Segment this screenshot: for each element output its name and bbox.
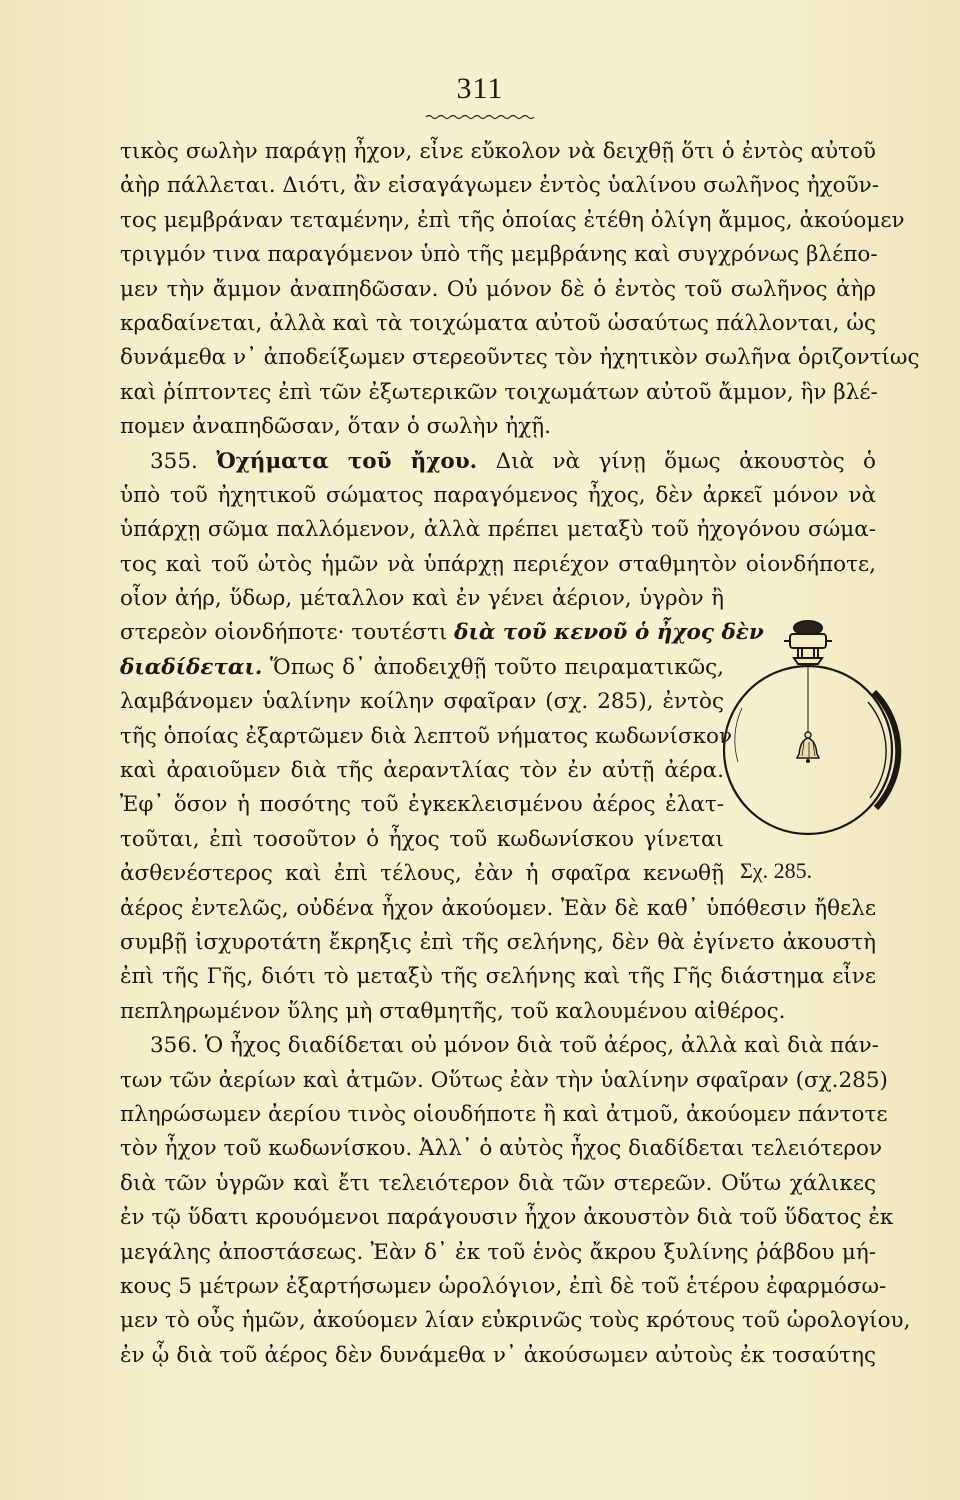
text-line: Ἐφ᾿ ὅσον ἡ ποσότης τοῦ ἐγκεκλεισμένου ἀέρος ἐλατ- [120,792,724,818]
text-line: ἀέρος ἐντελῶς, οὐδένα ἦχον ἀκούομεν. Ἐὰν δὲ καθ᾿ ὑπόθεσιν ἤθελε [120,895,876,921]
text-line: ἀὴρ πάλλεται. Διότι, ἂν εἰσαγάγωμεν ἐντὸς ὑαλίνου σωλῆνος ἠχοῦν- [120,173,880,199]
text-line: μεγάλης ἀποστάσεως. Ἐὰν δ᾿ ἐκ τοῦ ἑνὸς ἄκρου ξυλίνης ῥάβδου μή- [120,1239,876,1265]
text-line [120,616,764,650]
text-line: συμβῇ ἰσχυροτάτη ἔκρηξις ἐπὶ τῆς σελήνης, δὲν θὰ ἐγίνετο ἀκουστὴ [120,929,876,955]
text-line: μεν τὴν ἄμμον ἀναπηδῶσαν. Οὐ μόνον δὲ ὁ ἐντὸς τοῦ σωλῆνος ἀὴρ [120,276,876,302]
text-line: οἷον ἀήρ, ὕδωρ, μέταλλον καὶ ἐν γένει ἀέριον, ὑγρὸν ἢ [120,586,724,612]
text-line: των τῶν ἀερίων καὶ ἀτμῶν. Οὕτως ἐὰν τὴν ὑαλίνην σφαῖραν (σχ.285) [120,1067,888,1093]
text-line: τοῦται, ἐπὶ τοσοῦτον ὁ ἦχος τοῦ κωδωνίσκου γίνεται [120,826,724,852]
text-line: λαμβάνομεν ὑαλίνην κοίλην σφαῖραν (σχ. 285), ἐντὸς [120,689,724,715]
text-line: τῆς ὁποίας ἐξαρτῶμεν διὰ λεπτοῦ νήματος κωδωνίσκον [120,723,733,749]
section-number: 356. [150,1033,198,1059]
text-line [120,651,724,685]
text-line: ὑπὸ τοῦ ἠχητικοῦ σώματος παραγόμενος ἦχος, δὲν ἀρκεῖ μόνον νὰ [120,482,876,508]
text-line: ἀσθενέστερος καὶ ἐπὶ τέλους, ἐὰν ἡ σφαῖρα κενωθῇ [120,861,724,887]
text-line: πληρώσωμεν ἀερίου τινὸς οἱουδήποτε ἢ καὶ ἀτμοῦ, ἀκούομεν πάντοτε [120,1101,888,1127]
figure-285-glass-sphere-with-bell [718,612,898,852]
text-line: τος μεμβράναν τεταμένην, ἐπὶ τῆς ὁποίας ἐτέθη ὀλίγη ἄμμος, ἀκούομεν [120,207,905,233]
text-line: καὶ ἀραιοῦμεν διὰ τῆς ἀεραντλίας τὸν ἐν αὐτῇ ἀέρα. [120,758,724,784]
text-line: τὸν ἦχον τοῦ κωδωνίσκου. Ἀλλ᾿ ὁ αὐτὸς ἦχος διαδίδεται τελειότερον [120,1136,883,1162]
page-number: 311 [456,72,504,105]
emphasis-text: διαδίδεται. [120,654,263,680]
text-line: τριγμόν τινα παραγόμενον ὑπὸ τῆς μεμβράνης καὶ συγχρόνως βλέπο- [120,242,878,268]
text-run: Διὰ νὰ γίνῃ ὅμως ἀκουστὸς ὁ [495,448,876,474]
bell-icon [797,732,819,763]
text-line: δυνάμεθα ν᾿ ἀποδείξωμεν στερεοῦντες τὸν ἠχητικὸν σωλῆνα ὁριζοντίως [120,345,920,371]
text-line: πομεν ἀναπηδῶσαν, ὅταν ὁ σωλὴν ἠχῇ. [120,414,551,440]
stopcock-icon [784,621,832,664]
text-line: τος καὶ τοῦ ὠτὸς ἡμῶν νὰ ὑπάρχῃ περιέχον σταθμητὸν οἱονδήποτε, [120,551,876,577]
text-line: μεν τὸ οὖς ἡμῶν, ἀκούομεν λίαν εὐκρινῶς τοὺς κρότους τοῦ ὡρολογίου, [120,1308,911,1334]
section-356-heading-line [120,1029,879,1063]
text-line: ἐπὶ τῆς Γῆς, διότι τὸ μεταξὺ τῆς σελήνης καὶ τῆς Γῆς διάστημα εἶνε [120,964,876,990]
figure-caption: Σχ. 285. [740,858,813,883]
text-run: Ὅπως δ᾿ ἀποδειχθῇ τοῦτο πειραματικῶς, [270,654,724,680]
text-line: διὰ τῶν ὑγρῶν καὶ ἔτι τελειότερον διὰ τῶν στερεῶν. Οὕτω χάλικες [120,1170,876,1196]
emphasis-text: διὰ τοῦ κενοῦ ὁ ἦχος δὲν [454,620,764,646]
text-line: ἐν ᾧ διὰ τοῦ ἀέρος δὲν δυνάμεθα ν᾿ ἀκούσωμεν αὐτοὺς ἐκ τοσαύτης [120,1342,876,1368]
text-line: κραδαίνεται, ἀλλὰ καὶ τὰ τοιχώματα αὐτοῦ ὡσαύτως πάλλονται, ὡς [120,310,876,336]
section-355-heading-line [120,445,876,479]
text-line: τικὸς σωλὴν παράγῃ ἦχον, εἶνε εὔκολον νὰ δειχθῇ ὅτι ὁ ἐντὸς αὐτοῦ [120,139,876,164]
section-title: Ὀχήματα τοῦ ἤχου. [216,448,478,474]
section-number: 355. [150,448,198,474]
text-run: στερεὸν οἱονδήποτε· τουτέστι [120,620,448,646]
text-run: Ὁ ἦχος διαδίδεται οὐ μόνον διὰ τοῦ ἀέρος, ἀλλὰ καὶ διὰ πάν- [204,1033,879,1059]
text-line: καὶ ῥίπτοντες ἐπὶ τῶν ἐξωτερικῶν τοιχωμάτων αὐτοῦ ἄμμον, ἣν βλέ- [120,379,878,405]
text-line: κους 5 μέτρων ἐξαρτήσωμεν ὡρολόγιον, ἐπὶ δὲ τοῦ ἑτέρου ἐφαρμόσω- [120,1273,887,1299]
text-line: ὑπάρχῃ σῶμα παλλόμενον, ἀλλὰ πρέπει μεταξὺ τοῦ ἠχογόνου σώμα- [120,517,876,543]
text-line: πεπληρωμένον ὕλης μὴ σταθμητῆς, τοῦ καλουμένου αἰθέρος. [120,998,786,1024]
text-line: ἐν τῷ ὕδατι κρουόμενοι παράγουσιν ἦχον ἀκουστὸν διὰ τοῦ ὕδατος ἐκ [120,1205,894,1231]
folio-ornament [426,114,534,120]
